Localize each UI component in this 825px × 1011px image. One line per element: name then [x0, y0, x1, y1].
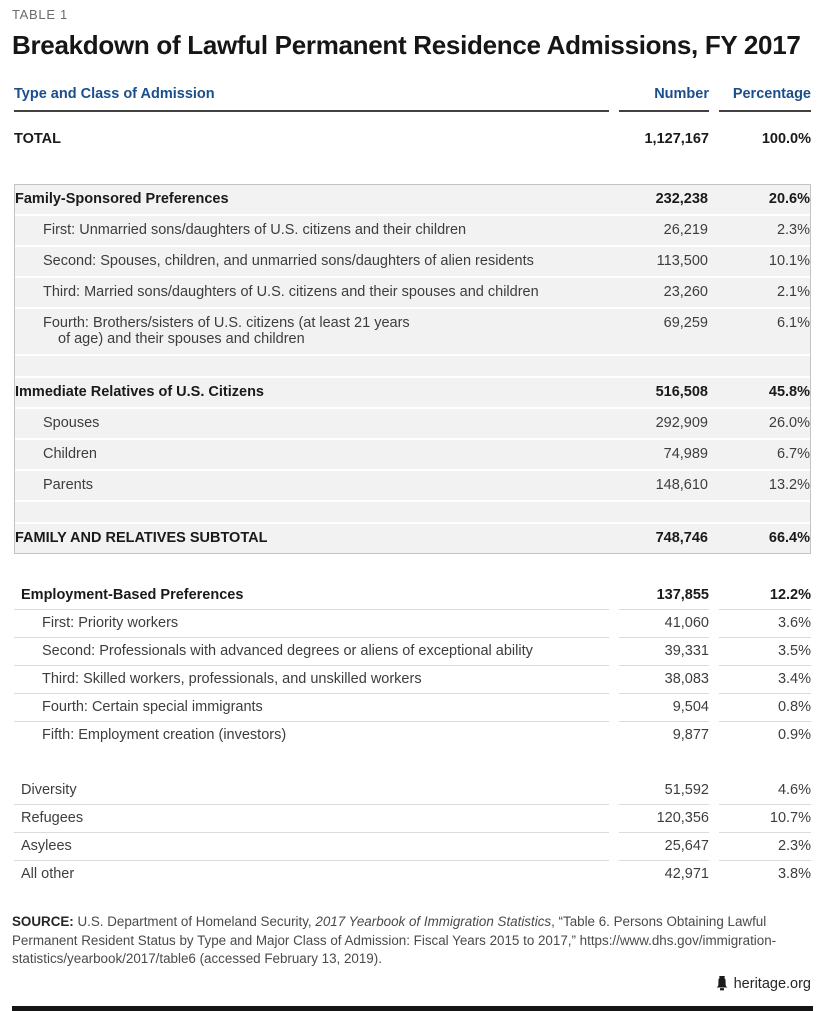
spacer-row [15, 354, 810, 376]
section-family-and-relatives [14, 184, 811, 554]
row-label: Fourth: Certain special immigrants [14, 694, 609, 722]
row-number: 41,060 [619, 610, 709, 638]
row-number: 42,971 [664, 866, 709, 882]
table-row [14, 610, 811, 638]
row-label: Employment-Based Preferences [14, 582, 609, 610]
row-number: 137,855 [619, 582, 709, 610]
column-header-number: Number [619, 86, 709, 112]
row-number: 292,909 [655, 415, 708, 431]
page-title: Breakdown of Lawful Permanent Residence Admissions, FY 2017 [12, 30, 801, 60]
row-percentage: 2.3% [719, 833, 811, 861]
row-percentage: 10.1% [768, 253, 810, 269]
row-label: Second: Spouses, children, and unmarried sons/daughters of alien residents [43, 253, 534, 269]
section-other-categories [14, 777, 811, 888]
row-label: Fourth: Brothers/sisters of U.S. citizens (at least 21 years of age) and their spouses and children [43, 315, 410, 347]
row-label: Diversity [14, 777, 609, 805]
row-number: 1,127,167 [644, 131, 709, 147]
source-text-end: , “Table 6. Persons Obtaining Lawful Permanent Resident Status by Type and Major Class of Admission: Fiscal Years 2015 to 2017,” https://www.dhs.gov/immigration-statistics/yearbook/2017/table6 (accessed February 13, 2019). [12, 914, 777, 967]
section-total [14, 125, 811, 154]
row-label: Children [43, 446, 97, 462]
row-label: Second: Professionals with advanced degrees or aliens of exceptional ability [14, 638, 609, 666]
row-label: Third: Married sons/daughters of U.S. citizens and their spouses and children [43, 284, 539, 300]
row-percentage: 45.8% [768, 384, 810, 400]
row-label: All other [21, 866, 75, 882]
table-header-row [14, 86, 811, 112]
row-label: Parents [43, 477, 93, 493]
table-row [15, 407, 810, 438]
row-percentage: 3.4% [719, 666, 811, 694]
row-number: 69,259 [663, 315, 708, 331]
table-row [15, 469, 810, 500]
table-row [15, 522, 810, 553]
row-number: 74,989 [663, 446, 708, 462]
row-number: 232,238 [655, 191, 708, 207]
table-row [15, 214, 810, 245]
table-body [14, 125, 811, 888]
row-percentage: 6.1% [776, 315, 810, 331]
row-percentage: 3.8% [777, 866, 811, 882]
brand-footer [14, 976, 811, 992]
table-row [15, 438, 810, 469]
row-percentage: 20.6% [768, 191, 810, 207]
row-number: 120,356 [619, 805, 709, 833]
end-rule [12, 1006, 813, 1011]
column-header-type: Type and Class of Admission [14, 86, 609, 112]
row-number: 25,647 [619, 833, 709, 861]
table-row [15, 276, 810, 307]
row-label: TOTAL [14, 131, 61, 147]
row-label: Family-Sponsored Preferences [15, 191, 229, 207]
row-percentage: 2.1% [776, 284, 810, 300]
liberty-bell-icon [715, 976, 729, 991]
admissions-table [14, 86, 811, 888]
source-note [12, 913, 812, 969]
row-number: 516,508 [655, 384, 708, 400]
row-number: 23,260 [663, 284, 708, 300]
row-number: 26,219 [663, 222, 708, 238]
row-number: 148,610 [655, 477, 708, 493]
source-citation-title: 2017 Yearbook of Immigration Statistics [315, 914, 552, 929]
row-percentage: 3.5% [719, 638, 811, 666]
row-percentage: 6.7% [776, 446, 810, 462]
table-row [14, 722, 811, 749]
row-percentage: 10.7% [719, 805, 811, 833]
section-employment-based [14, 582, 811, 749]
row-number: 51,592 [619, 777, 709, 805]
table-row [15, 185, 810, 214]
table-row [14, 666, 811, 694]
row-percentage: 26.0% [768, 415, 810, 431]
column-header-percentage: Percentage [719, 86, 811, 112]
table-row [14, 125, 811, 154]
row-label: Refugees [14, 805, 609, 833]
row-label: Spouses [43, 415, 100, 431]
table-row [14, 805, 811, 833]
table-label: TABLE 1 [12, 7, 68, 22]
row-number: 38,083 [619, 666, 709, 694]
row-number: 748,746 [655, 530, 708, 546]
table-row [14, 833, 811, 861]
row-number: 39,331 [619, 638, 709, 666]
row-percentage: 0.8% [719, 694, 811, 722]
row-percentage: 4.6% [719, 777, 811, 805]
table-row [14, 582, 811, 610]
row-label: Fifth: Employment creation (investors) [42, 727, 287, 743]
table-row [15, 376, 810, 407]
row-percentage: 3.6% [719, 610, 811, 638]
spacer-row [15, 500, 810, 522]
table-row [14, 694, 811, 722]
brand-text: heritage.org [733, 975, 811, 992]
table-row [14, 638, 811, 666]
table-row [14, 861, 811, 888]
table-row [15, 245, 810, 276]
row-label: Asylees [14, 833, 609, 861]
row-percentage: 66.4% [768, 530, 810, 546]
row-percentage: 2.3% [776, 222, 810, 238]
row-number: 9,504 [619, 694, 709, 722]
table-row [14, 777, 811, 805]
row-label: Immediate Relatives of U.S. Citizens [15, 384, 264, 400]
row-percentage: 0.9% [777, 727, 811, 743]
row-label: First: Priority workers [14, 610, 609, 638]
row-percentage: 100.0% [761, 131, 811, 147]
source-text: U.S. Department of Homeland Security, [73, 914, 316, 929]
row-percentage: 12.2% [719, 582, 811, 610]
row-number: 113,500 [656, 253, 708, 269]
row-label: FAMILY AND RELATIVES SUBTOTAL [15, 530, 268, 546]
row-number: 9,877 [672, 727, 709, 743]
source-prefix: SOURCE: [12, 914, 74, 929]
table-row [15, 307, 810, 354]
row-label: Third: Skilled workers, professionals, and unskilled workers [14, 666, 609, 694]
row-percentage: 13.2% [768, 477, 810, 493]
row-label: First: Unmarried sons/daughters of U.S. citizens and their children [43, 222, 467, 238]
